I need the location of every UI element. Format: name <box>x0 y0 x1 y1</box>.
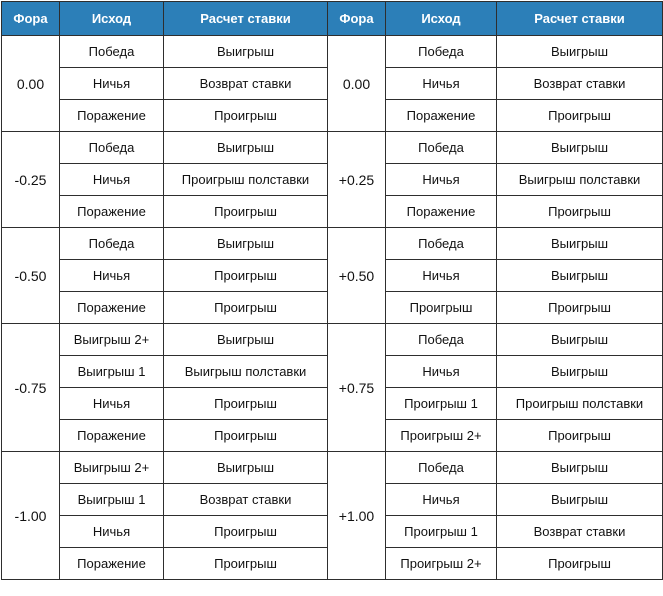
outcome-right-cell: Ничья <box>386 484 497 516</box>
fora-right-cell: 0.00 <box>328 36 386 132</box>
settlement-left-cell: Проигрыш <box>164 420 328 452</box>
fora-right-cell: +0.25 <box>328 132 386 228</box>
outcome-left-cell: Ничья <box>60 388 164 420</box>
outcome-right-cell: Победа <box>386 324 497 356</box>
settlement-left-cell: Проигрыш <box>164 100 328 132</box>
settlement-left-cell: Возврат ставки <box>164 68 328 100</box>
settlement-right-cell: Выигрыш <box>497 228 663 260</box>
settlement-left-cell: Выигрыш <box>164 228 328 260</box>
header-outcome-left: Исход <box>60 2 164 36</box>
settlement-right-cell: Выигрыш <box>497 132 663 164</box>
outcome-right-cell: Ничья <box>386 260 497 292</box>
header-settlement-left: Расчет ставки <box>164 2 328 36</box>
settlement-left-cell: Проигрыш <box>164 292 328 324</box>
outcome-left-cell: Ничья <box>60 260 164 292</box>
outcome-left-cell: Поражение <box>60 420 164 452</box>
fora-left-cell: -0.50 <box>2 228 60 324</box>
table-row <box>2 132 663 164</box>
fora-left-cell: -0.25 <box>2 132 60 228</box>
outcome-left-cell: Ничья <box>60 164 164 196</box>
outcome-right-cell: Проигрыш <box>386 292 497 324</box>
outcome-right-cell: Поражение <box>386 196 497 228</box>
table-row <box>2 36 663 68</box>
settlement-left-cell: Проигрыш <box>164 260 328 292</box>
outcome-right-cell: Ничья <box>386 356 497 388</box>
settlement-right-cell: Выигрыш <box>497 36 663 68</box>
outcome-left-cell: Ничья <box>60 516 164 548</box>
outcome-left-cell: Победа <box>60 36 164 68</box>
settlement-right-cell: Возврат ставки <box>497 516 663 548</box>
header-fora-right: Фора <box>328 2 386 36</box>
fora-right-cell: +1.00 <box>328 452 386 580</box>
table-body <box>2 36 663 580</box>
settlement-right-cell: Проигрыш <box>497 420 663 452</box>
outcome-left-cell: Ничья <box>60 68 164 100</box>
settlement-left-cell: Проигрыш <box>164 196 328 228</box>
fora-right-cell: +0.50 <box>328 228 386 324</box>
settlement-left-cell: Выигрыш <box>164 452 328 484</box>
outcome-left-cell: Выигрыш 1 <box>60 356 164 388</box>
outcome-left-cell: Выигрыш 2+ <box>60 452 164 484</box>
fora-right-cell: +0.75 <box>328 324 386 452</box>
outcome-right-cell: Проигрыш 2+ <box>386 420 497 452</box>
outcome-right-cell: Победа <box>386 132 497 164</box>
settlement-right-cell: Выигрыш <box>497 356 663 388</box>
fora-left-cell: -0.75 <box>2 324 60 452</box>
header-fora-left: Фора <box>2 2 60 36</box>
header-row <box>2 2 663 36</box>
outcome-left-cell: Поражение <box>60 196 164 228</box>
outcome-left-cell: Выигрыш 2+ <box>60 324 164 356</box>
settlement-left-cell: Выигрыш полставки <box>164 356 328 388</box>
settlement-right-cell: Проигрыш <box>497 100 663 132</box>
table-row <box>2 452 663 484</box>
outcome-left-cell: Поражение <box>60 100 164 132</box>
outcome-right-cell: Проигрыш 2+ <box>386 548 497 580</box>
header-settlement-right: Расчет ставки <box>497 2 663 36</box>
settlement-right-cell: Проигрыш <box>497 292 663 324</box>
settlement-left-cell: Выигрыш <box>164 36 328 68</box>
settlement-right-cell: Проигрыш полставки <box>497 388 663 420</box>
settlement-left-cell: Проигрыш <box>164 516 328 548</box>
settlement-right-cell: Выигрыш полставки <box>497 164 663 196</box>
settlement-left-cell: Возврат ставки <box>164 484 328 516</box>
settlement-right-cell: Проигрыш <box>497 196 663 228</box>
table-row <box>2 324 663 356</box>
outcome-right-cell: Победа <box>386 228 497 260</box>
outcome-right-cell: Ничья <box>386 68 497 100</box>
outcome-left-cell: Победа <box>60 132 164 164</box>
handicap-table <box>1 1 663 580</box>
outcome-left-cell: Поражение <box>60 292 164 324</box>
outcome-right-cell: Победа <box>386 452 497 484</box>
settlement-right-cell: Выигрыш <box>497 484 663 516</box>
settlement-left-cell: Проигрыш полставки <box>164 164 328 196</box>
table-row <box>2 228 663 260</box>
fora-left-cell: -1.00 <box>2 452 60 580</box>
outcome-right-cell: Победа <box>386 36 497 68</box>
outcome-right-cell: Поражение <box>386 100 497 132</box>
settlement-left-cell: Проигрыш <box>164 548 328 580</box>
settlement-left-cell: Выигрыш <box>164 324 328 356</box>
settlement-left-cell: Проигрыш <box>164 388 328 420</box>
settlement-right-cell: Выигрыш <box>497 260 663 292</box>
outcome-left-cell: Выигрыш 1 <box>60 484 164 516</box>
settlement-right-cell: Проигрыш <box>497 548 663 580</box>
outcome-left-cell: Победа <box>60 228 164 260</box>
header-outcome-right: Исход <box>386 2 497 36</box>
settlement-left-cell: Выигрыш <box>164 132 328 164</box>
settlement-right-cell: Возврат ставки <box>497 68 663 100</box>
outcome-right-cell: Проигрыш 1 <box>386 388 497 420</box>
outcome-right-cell: Проигрыш 1 <box>386 516 497 548</box>
outcome-right-cell: Ничья <box>386 164 497 196</box>
settlement-right-cell: Выигрыш <box>497 452 663 484</box>
settlement-right-cell: Выигрыш <box>497 324 663 356</box>
outcome-left-cell: Поражение <box>60 548 164 580</box>
fora-left-cell: 0.00 <box>2 36 60 132</box>
